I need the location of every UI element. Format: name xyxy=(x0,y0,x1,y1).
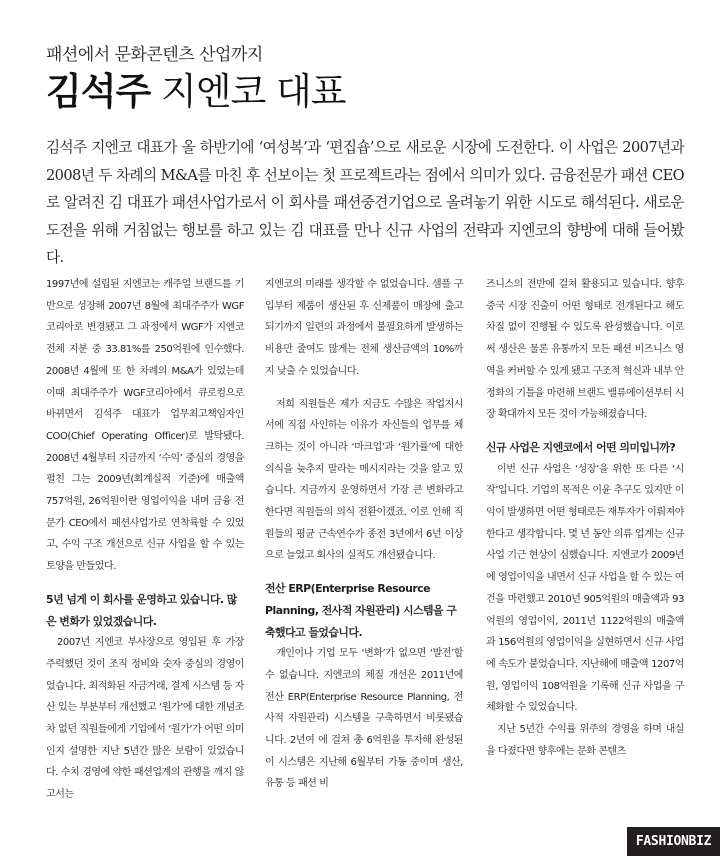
article-body xyxy=(46,274,686,814)
article-title xyxy=(46,69,686,115)
body-column-2 xyxy=(265,274,463,795)
magazine-logo: FASHIONBIZ xyxy=(627,827,720,856)
body-paragraph: 개인이나 기업 모두 ‘변화’가 없으면 ‘발전’할 수 없습니다. 지엔코의 체질 개선은 2011년에 전산 ERP(Enterprise Resource Planning, 전사적 자원관리) 시스템을 구축하면서 비롯됐습니다. 2년여 에 걸쳐 총 6억원을 투자해 완성된 이 시스템은 지난해 6월부터 가동 중이며 생산, 유통 등 패션 비 xyxy=(265,648,463,790)
body-column-3 xyxy=(486,274,684,762)
body-paragraph: 저희 직원들은 제가 지금도 수많은 작업지시서에 직접 사인하는 이유가 자신들의 업무를 체크하는 것이 아니라 ‘마크업’과 ‘원가률’에 대한 의식을 늦추지 말라는 메시지라는 것을 알고 있습니다. 지금까지 운영하면서 가장 큰 변화라고 한다면 직원들의 의식 전환이겠죠. 이로 인해 직원들의 평균 근속연수가 종전 3년에서 6년 이상으로 늘었고 회사의 실적도 개선됐습니다. xyxy=(265,398,463,562)
body-paragraph: 즈니스의 전반에 걸쳐 활용되고 있습니다. 향후 중국 시장 진출이 어떤 형태로 전개된다고 해도 차질 없이 진행될 수 있도록 완성했습니다. 이로써 생산은 물론 유통까지 모든 패션 비즈니스 영역을 커버할 수 있게 됐고 구조적 혁신과 내부 안정화의 기틀을 마련해 브랜드 밸류에이션부터 시장 확대까지 모든 것이 가능해졌습니다. xyxy=(486,279,684,421)
article-header xyxy=(46,44,686,115)
lead-paragraph: 김석주 지엔코 대표가 올 하반기에 ‘여성복’과 ‘편집숍’으로 새로운 시장에 도전한다. 이 사업은 2007년과 2008년 두 차례의 M&A를 마친 후 선보이는 첫 프로젝트라는 점에서 의미가 있다. 금융전문가 패션 CEO로 알려진 김 대표가 패션사업가로서 이 회사를 패션중견기업으로 올려놓기 위한 시도로 해석된다. 새로운 도전을 위해 거침없는 행보를 하고 있는 김 대표를 만나 신규 사업의 전략과 지엔코의 향방에 대해 들어봤다. xyxy=(46,139,684,266)
body-column-1 xyxy=(46,274,244,806)
body-paragraph: 1997년에 설립된 지엔코는 캐주얼 브랜드를 기반으로 성장해 2007년 8월에 최대주주가 WGF코리아로 변경됐고 그 과정에서 WGF가 지엔코 전체 지분 중 33.81%를 250억원에 인수했다. 2008년 4월에 또 한 차례의 M&A가 있었는데 이때 최대주주가 WGF코리아에서 큐로컴으로 바뀌면서 김석주 대표가 업무최고책임자인 COO(Chief Operating Officer)로 발탁됐다. 2008년 4월부터 지금까지 ‘수익’ 중심의 경영을 펼친 그는 2009년(회계실적 기준)에 매출액 757억원, 26억원이란 영업이익을 내며 금융 전문가 CEO에서 패션사업가로 연착륙할 수 있었고, 수익 구조 개선으로 신규 사업을 할 수 있는 토양을 만들었다. xyxy=(46,279,244,573)
article-subtitle: 패션에서 문화콘텐츠 산업까지 xyxy=(46,45,263,65)
body-paragraph: 지난 5년간 수익률 위주의 경영을 하며 내실을 다졌다면 향후에는 문화 콘텐츠 xyxy=(486,724,684,757)
body-paragraph: 2007년 지엔코 부사장으로 영입된 후 가장 주력했던 것이 조직 정비와 숫자 중심의 경영이었습니다. 최적화된 자금거래, 결제 시스템 등 자산 있는 부분부터 개선했고 ‘원가’에 대한 개념조차 없던 직원들에게 기업에서 ‘원가’가 어떤 의미인지 설명한 지난 5년간 많은 보람이 있었습니다. 수치 경영에 약한 패션업계의 관행을 깨지 않고서는 xyxy=(46,637,244,801)
interview-question: 전산 ERP(Enterprise Resource Planning, 전사적 자원관리) 시스템을 구축했다고 들었습니다. xyxy=(265,582,457,639)
interview-question: 신규 사업은 지엔코에서 어떤 의미입니까? xyxy=(486,440,676,454)
title-name: 김석주 xyxy=(46,70,151,113)
title-role: 지엔코 대표 xyxy=(161,70,346,113)
body-paragraph: 이번 신규 사업은 ‘성장’을 위한 또 다른 ‘시작’입니다. 기업의 목적은 이윤 추구도 있지만 이익이 발생하면 어떤 형태로든 재투자가 이뤄져야 한다고 생각합니다. 몇 년 동안 의류 업계는 신규 사업 기근 현상이 심했습니다. 지엔코가 2009년에 영업이익을 내면서 신규 사업을 할 수 있는 여건을 마련했고 2010년 905억원의 매출액과 93억원의 영업이익, 2011년 1122억원의 매출액과 156억원의 영업이익을 실현하면서 신규 사업에 속도가 붙었습니다. 지난해에 매출액 1207억원, 영업이익 108억원을 기록해 신규 사업을 구체화할 수 있었습니다. xyxy=(486,463,684,714)
body-paragraph: 지엔코의 미래를 생각할 수 없었습니다. 샘플 구입부터 제품이 생산된 후 신제품이 매장에 출고되기까지 일련의 과정에서 불필요하게 발생하는 비용만 줄여도 많게는 전체 생산금액의 10%까지 낮출 수 있었습니다. xyxy=(265,279,463,377)
interview-question: 5년 넘게 이 회사를 운영하고 있습니다. 많은 변화가 있었겠습니다. xyxy=(46,592,237,628)
